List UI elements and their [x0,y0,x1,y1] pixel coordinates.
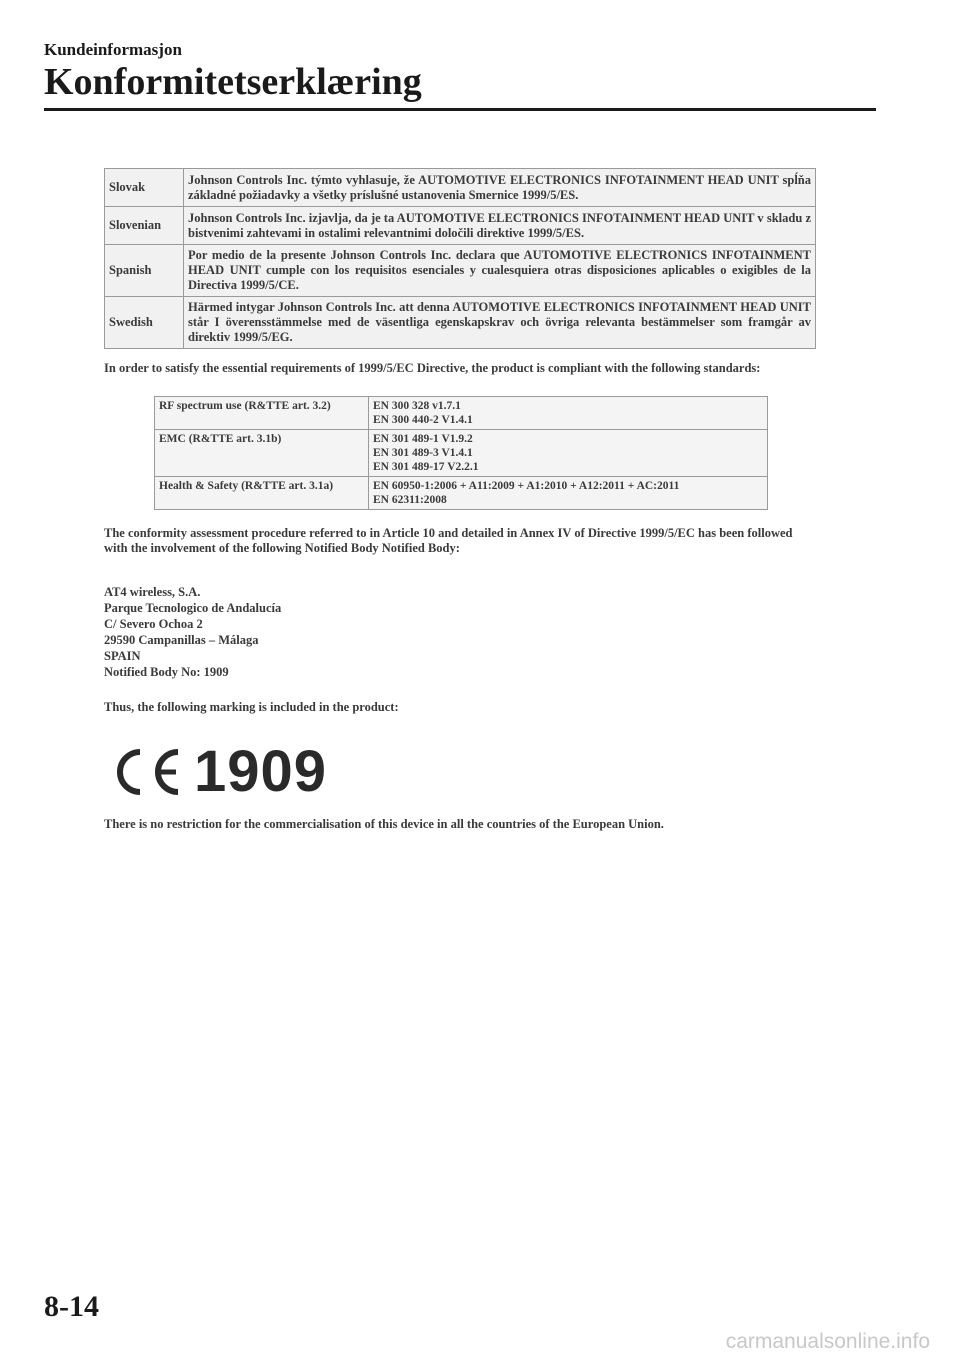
table-row [155,430,768,477]
table-row [155,477,768,510]
table-row [105,297,816,349]
address-line: C/ Severo Ochoa 2 [104,617,203,631]
address-line: 29590 Campanillas – Málaga [104,633,259,647]
standard-item: EN 60950-1:2006 + A11:2009 + A1:2010 + A12:2011 + AC:2011 [373,480,680,492]
standards-table [154,396,768,510]
standard-item: EN 300 328 v1.7.1 [373,400,461,412]
declaration-cell: Johnson Controls Inc. izjavlja, da je ta AUTOMOTIVE ELECTRONICS INFOTAINMENT HEAD UNIT v skladu z bistvenimi zahtevami in ostalimi relevantnimi določili direktive 1999/5/ES. [184,207,816,245]
address-line: AT4 wireless, S.A. [104,585,201,599]
standard-item: EN 301 489-1 V1.9.2 [373,433,473,445]
address-line: Parque Tecnologico de Andalucía [104,601,282,615]
notified-body-address [104,584,816,680]
marking-text: Thus, the following marking is included in the product: [104,700,399,714]
standard-list [369,477,768,510]
page-number: 8-14 [44,1290,99,1323]
standard-list [369,397,768,430]
table-row [105,207,816,245]
standards-intro: In order to satisfy the essential requirements of 1999/5/EC Directive, the product is compliant with the following standards: [104,361,761,375]
watermark: carmanualsonline.info [725,1330,930,1353]
language-cell: Spanish [105,245,184,297]
notified-body-number: 1909 [194,739,328,804]
table-row [155,397,768,430]
ce-mark-icon [104,746,192,798]
standard-category: RF spectrum use (R&TTE art. 3.2) [155,397,369,430]
assessment-text: The conformity assessment procedure referred to in Article 10 and detailed in Annex IV of Directive 1999/5/EC has been followed with the involvement of the following Notified Body Notified Body: [104,526,793,555]
address-line: SPAIN [104,649,141,663]
page-content [104,168,816,832]
address-line: Notified Body No: 1909 [104,665,229,679]
standard-item: EN 300 440-2 V1.4.1 [373,414,473,426]
section-label: Kundeinformasjon [44,40,182,59]
standard-item: EN 301 489-17 V2.2.1 [373,461,479,473]
page-title: Konformitetserklæring [44,61,422,103]
standard-list [369,430,768,477]
language-cell: Swedish [105,297,184,349]
declaration-cell: Härmed intygar Johnson Controls Inc. att denna AUTOMOTIVE ELECTRONICS INFOTAINMENT HEAD UNIT står I överensstämmelse med de väsentliga egenskapskrav och övriga relevanta bestämmelser som framgår av direktiv 1999/5/EG. [184,297,816,349]
ce-marking [104,737,816,807]
standard-item: EN 62311:2008 [373,494,447,506]
declaration-cell: Johnson Controls Inc. týmto vyhlasuje, že AUTOMOTIVE ELECTRONICS INFOTAINMENT HEAD UNIT spĺňa základné požiadavky a všetky príslušné ustanovenia Smernice 1999/5/ES. [184,169,816,207]
restriction-text: There is no restriction for the commercialisation of this device in all the countries of the European Union. [104,817,664,831]
table-row [105,245,816,297]
table-row [105,169,816,207]
standard-category: Health & Safety (R&TTE art. 3.1a) [155,477,369,510]
language-cell: Slovak [105,169,184,207]
declaration-cell: Por medio de la presente Johnson Controls Inc. declara que AUTOMOTIVE ELECTRONICS INFOTAINMENT HEAD UNIT cumple con los requisitos esenciales y cualesquiera otras disposiciones aplicables o exigibles de la Directiva 1999/5/CE. [184,245,816,297]
title-rule [44,108,876,111]
declaration-table [104,168,816,349]
standard-item: EN 301 489-3 V1.4.1 [373,447,473,459]
language-cell: Slovenian [105,207,184,245]
standard-category: EMC (R&TTE art. 3.1b) [155,430,369,477]
